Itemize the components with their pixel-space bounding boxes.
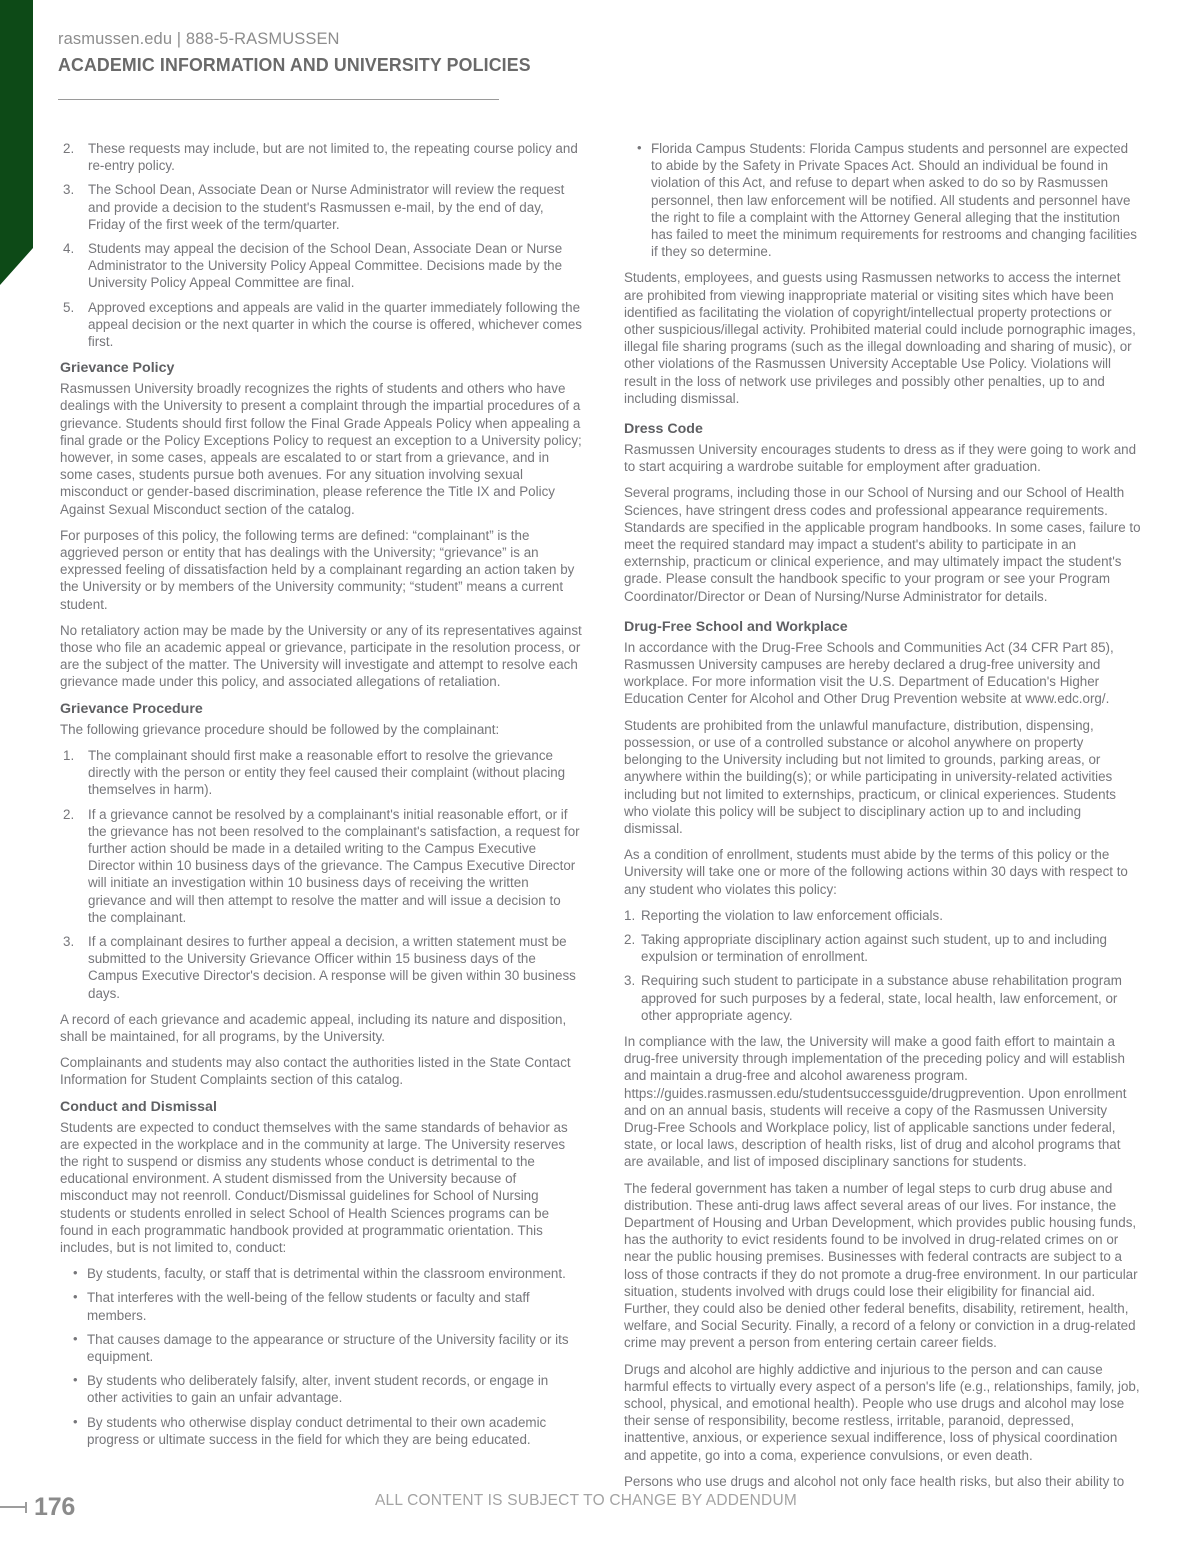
right-column [624, 140, 1142, 1499]
heading-grievance-policy: Grievance Policy [60, 360, 175, 377]
paragraph: No retaliatory action may be made by the University or any of its representatives against those who file an academic appeal or grievance, participate in the resolution process, or are the subject of the matter. The University will investigate and attempt to resolve each grievance made under this policy, and associated allegations of retaliation. [60, 622, 582, 690]
list-item [60, 1289, 582, 1323]
grievance-procedure-list [60, 747, 582, 1002]
page-footer [0, 1486, 1188, 1522]
list-marker: 2. [624, 931, 636, 947]
list-marker: 3. [624, 973, 636, 989]
heading-dress-code: Dress Code [624, 421, 703, 438]
header-divider [58, 99, 499, 100]
list-item-text: If a complainant desires to further appeal a decision, a written statement must be submitted to the University Grievance Officer within 15 business days of the Campus Executive Director's decision. A response will be given within 30 business days. [88, 933, 576, 1001]
florida-campus-bullet-list [624, 140, 1142, 260]
list-marker: 3. [63, 182, 75, 198]
list-item [60, 1372, 582, 1406]
paragraph: As a condition of enrollment, students must abide by the terms of this policy or the University will take one or more of the following actions within 30 days with respect to any student who violates this policy: [624, 847, 1128, 897]
site-contact-line: rasmussen.edu | 888-5-RASMUSSEN [58, 30, 340, 48]
list-item-text: By students who otherwise display conduct detrimental to their own academic progress or ultimate success in the field for which they are being educated. [87, 1414, 547, 1447]
list-marker: 5. [63, 299, 75, 315]
list-item [60, 140, 582, 174]
bullet-icon: • [73, 1330, 78, 1346]
list-item-text: These requests may include, but are not limited to, the repeating course policy and re-entry policy. [88, 141, 578, 174]
paragraph: The following grievance procedure should be followed by the complainant: [60, 721, 500, 737]
list-item [624, 972, 1142, 1024]
list-item [60, 1414, 582, 1448]
conduct-bullet-list [60, 1265, 582, 1448]
page-number: 176 [34, 1492, 76, 1521]
bullet-icon: • [73, 1289, 78, 1305]
list-item-text: Reporting the violation to law enforcement officials. [641, 907, 943, 923]
list-marker: 2. [63, 806, 75, 822]
heading-drug-free-school-and-workplace: Drug-Free School and Workplace [624, 618, 848, 635]
list-item [60, 1331, 582, 1365]
list-marker: 2. [63, 141, 75, 156]
list-item [60, 181, 582, 233]
list-item [60, 747, 582, 799]
paragraph: In accordance with the Drug-Free Schools and Communities Act (34 CFR Part 85), Rasmussen University campuses are hereby declared a drug-free university and workplace. For more information visit the U.S. Department of Education's Higher Education Center for Alcohol and Other Drug Prevention website at www.edc.org/. [624, 639, 1114, 707]
list-marker: 1. [63, 747, 75, 763]
list-item [60, 299, 582, 351]
paragraph: Several programs, including those in our School of Nursing and our School of Health Sciences, have stringent dress codes and professional appearance requirements. Standards are specified in the applicable program handbooks. In some cases, failure to meet the required standard may impact a student's ability to participate in an externship, practicum or clinical experience, and may ultimately impact the student's grade. Please consult the handbook specific to your program or see your Program Coordinator/Director or Dean of Nursing/Nurse Administrator for details. [624, 485, 1141, 604]
list-item-text: Approved exceptions and appeals are valid in the quarter immediately following the appeal decision or the next quarter in which the course is offered, whichever comes first. [88, 299, 582, 350]
paragraph: Rasmussen University encourages students to dress as if they were going to work and to start acquiring a wardrobe suitable for employment after graduation. [624, 442, 1137, 475]
list-item [624, 931, 1142, 965]
bullet-icon: • [73, 1372, 78, 1388]
list-item-text: The complainant should first make a reasonable effort to resolve the grievance directly with the person or entity they feel caused their complaint (without placing themselves in harm). [88, 747, 566, 798]
list-item-text: Students may appeal the decision of the School Dean, Associate Dean or Nurse Administrator to the University Policy Appeal Committee. Decisions made by the University Policy Appeal Committee are final. [88, 241, 563, 291]
list-item [60, 933, 582, 1002]
heading-grievance-procedure: Grievance Procedure [60, 700, 203, 717]
paragraph: Students are expected to conduct themselves with the same standards of behavior as are expected in the workplace and in the community at large. The University reserves the right to suspend or dismiss any students whose conduct is detrimental to the educational environment. A student dismissed from the University because of misconduct may not reenroll. Conduct/Dismissal guidelines for School of Nursing students or students enrolled in select School of Health Sciences programs can be found in each programmatic handbook provided at programmatic orientation. This includes, but is not limited to, conduct: [60, 1119, 568, 1255]
list-item-text: The School Dean, Associate Dean or Nurse Administrator will review the request and provide a decision to the student's Rasmussen e-mail, by the end of day, Friday of the first week of the term/quarter. [88, 182, 565, 232]
left-column [60, 140, 582, 1499]
heading-conduct-and-dismissal: Conduct and Dismissal [60, 1098, 217, 1115]
paragraph: Complainants and students may also contact the authorities listed in the State Contact Information for Student Complaints section of this catalog. [60, 1055, 571, 1088]
paragraph: Rasmussen University broadly recognizes the rights of students and others who have dealings with the University to present a complaint through the impartial procedures of a grievance. Students should first follow the Final Grade Appeals Policy when appealing a final grade or the Policy Exceptions Policy to request an exception to a University policy; however, in some cases, appeals are escalated to or start from a grievance, and in some cases, students pursue both avenues. For any situation involving sexual misconduct or gender-based discrimination, please reference the Title IX and Policy Against Sexual Misconduct section of the catalog. [60, 381, 582, 517]
paragraph: The federal government has taken a number of legal steps to curb drug abuse and distribution. These anti-drug laws affect several areas of our lives. For instance, the Department of Housing and Urban Development, which provides public housing funds, has the authority to evict residents found to be involved in drug-related crimes on or near the public housing premises. Businesses with federal contracts are subject to a loss of those contracts if they do not promote a drug-free environment. In our particular situation, students involved with drugs could lose their eligibility for financial aid. Further, they could also be denied other federal benefits, disability, retirement, health, welfare, and Social Security. Finally, a record of a felony or conviction in a drug-related crime may prevent a person from entering certain career fields. [624, 1180, 1138, 1351]
list-item [624, 907, 1142, 924]
page-header [58, 30, 531, 76]
list-item [60, 806, 582, 926]
list-item-text: Requiring such student to participate in a substance abuse rehabilitation program approved for such purposes by a federal, state, local health, law enforcement, or other appropriate agency. [641, 973, 1122, 1023]
list-marker: 4. [63, 241, 75, 257]
bullet-icon: • [637, 140, 642, 155]
list-item-text: Taking appropriate disciplinary action against such student, up to and including expulsion or termination of enrollment. [641, 931, 1107, 965]
list-item [624, 140, 1142, 260]
list-item [60, 1265, 582, 1282]
paragraph: Persons who use drugs and alcohol not only face health risks, but also their ability to [624, 1473, 1125, 1489]
bullet-icon: • [73, 1413, 78, 1429]
page-title: ACADEMIC INFORMATION AND UNIVERSITY POLICIES [58, 54, 531, 75]
policy-exceptions-list [60, 140, 582, 350]
page-content [0, 140, 1188, 1499]
paragraph: For purposes of this policy, the following terms are defined: “complainant” is the aggrieved person or entity that has dealings with the University; “grievance” is an expressed feeling of dissatisfaction held by a complainant regarding an action taken by the University or by members of the University community; “student” means a current student. [60, 527, 575, 612]
paragraph: Students are prohibited from the unlawful manufacture, distribution, dispensing, possession, or use of a controlled substance or alcohol anywhere on property belonging to the University including but not limited to grounds, parking areas, or anywhere within the building(s); or while participating in university-related activities including but not limited to externships, practicum, or clinical experiences. Students who violate this policy will be subject to disciplinary action up to and including dismissal. [624, 717, 1116, 836]
list-item-text: Florida Campus Students: Florida Campus students and personnel are expected to abide by the Safety in Private Spaces Act. Should an individual be found in violation of this Act, and refuse to depart when asked to do so by Rasmussen personnel, then law enforcement will be notified. All students and personnel have the right to file a complaint with the Attorney General alleging that the institution has failed to meet the minimum requirements for restrooms and changing facilities if they so determine. [651, 141, 1138, 260]
paragraph: Drugs and alcohol are highly addictive and injurious to the person and can cause harmful effects to virtually every aspect of a person's life (e.g., relationships, family, job, school, physical, and emotional health). People who use drugs and alcohol may lose their sense of responsibility, become restless, irritable, paranoid, depressed, inattentive, anxious, or experience sexual indifference, loss of physical coordination and appetite, go into a coma, experience convulsions, or even death. [624, 1361, 1140, 1463]
footer-disclaimer: ALL CONTENT IS SUBJECT TO CHANGE BY ADDENDUM [375, 1492, 797, 1509]
list-marker: 3. [63, 933, 75, 949]
paragraph: In compliance with the law, the University will make a good faith effort to maintain a drug-free university through implementation of the preceding policy and will establish and maintain a drug-free and alcohol awareness program. https://guides.rasmussen.edu/studentsuccessguide/drugprevention. Upon enrollment and on an annual basis, students will receive a copy of the Rasmussen University Drug-Free Schools and Workplace policy, list of applicable sanctions under federal, state, or local laws, description of health risks, list of drug and alcohol programs that are available, and list of imposed disciplinary sanctions for students. [624, 1033, 1127, 1170]
list-item-text: If a grievance cannot be resolved by a complainant's initial reasonable effort, or if the grievance has not been resolved to the complainant's satisfaction, a request for further action should be made in a detailed writing to the Campus Executive Director within 10 business days of the grievance. The Campus Executive Director will initiate an investigation within 10 business days of receiving the written grievance and will then attempt to resolve the matter and will issue a decision to the complainant. [88, 806, 580, 925]
bullet-icon: • [73, 1265, 78, 1281]
list-marker: 1. [624, 907, 636, 923]
list-item-text: By students, faculty, or staff that is detrimental within the classroom environment. [87, 1266, 566, 1282]
list-item-text: That causes damage to the appearance or structure of the University facility or its equipment. [87, 1331, 569, 1364]
list-item-text: That interferes with the well-being of the fellow students or faculty and staff members. [87, 1290, 530, 1323]
drug-free-actions-list [624, 907, 1142, 1024]
paragraph: A record of each grievance and academic appeal, including its nature and disposition, shall be maintained, for all programs, by the University. [60, 1011, 567, 1044]
paragraph: Students, employees, and guests using Rasmussen networks to access the internet are prohibited from viewing inappropriate material or visiting sites which have been identified as facilitating the violation of copyright/intellectual property protections or other suspicious/illegal activity. Prohibited material could include pornographic images, illegal file sharing programs (such as the illegal downloading and sharing of music), or other violations of the Rasmussen University Acceptable Use Policy. Violations will result in the loss of network use privileges and possibly other penalties, up to and including dismissal. [624, 270, 1136, 406]
list-item-text: By students who deliberately falsify, alter, invent student records, or engage in other activities to gain an unfair advantage. [87, 1373, 549, 1406]
list-item [60, 240, 582, 292]
